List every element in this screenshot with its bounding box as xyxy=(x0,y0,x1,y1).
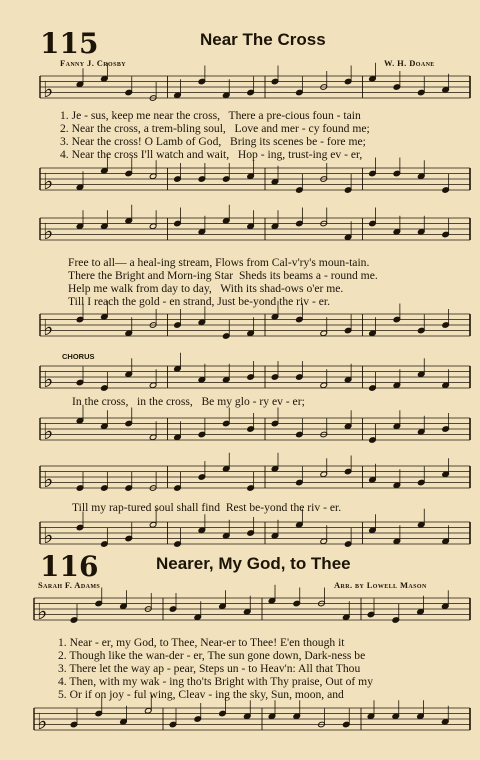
lyric-line: Help me walk from day to day, With its shad-ows o'er me. xyxy=(68,282,344,295)
lyricist-credit: Sarah F. Adams xyxy=(38,580,101,590)
svg-text:♭: ♭ xyxy=(43,78,54,103)
svg-text:♭: ♭ xyxy=(43,524,54,549)
lyric-line: 1. Near - er, my God, to Thee, Near-er to Thee! E'en though it xyxy=(58,636,345,649)
hymn-title: Near The Cross xyxy=(200,30,326,49)
lyric-line: 3. Near the cross! O Lamb of God, Bring its scenes be - fore me; xyxy=(60,135,366,148)
lyric-line: Till I reach the gold - en strand, Just be-yond the riv - er. xyxy=(68,295,330,308)
svg-text:♭: ♭ xyxy=(43,368,54,393)
chorus-label: CHORUS xyxy=(62,352,95,361)
lyric-line: 2. Though like the wan-der - er, The sun gone down, Dark-ness be xyxy=(58,649,366,662)
hymn-number: 116 xyxy=(40,550,99,583)
lyric-line: 4. Then, with my wak - ing tho'ts Bright with Thy praise, Out of my xyxy=(58,675,373,688)
lyric-line: 4. Near the cross I'll watch and wait, Hop - ing, trust-ing ev - er, xyxy=(60,148,363,161)
lyric-line: 5. Or if on joy - ful wing, Cleav - ing the sky, Sun, moon, and xyxy=(58,688,344,701)
composer-credit: W. H. Doane xyxy=(384,58,435,68)
hymn-number: 115 xyxy=(40,27,99,60)
svg-text:♭: ♭ xyxy=(37,600,48,625)
lyric-line: 2. Near the cross, a trem-bling soul, Love and mer - cy found me; xyxy=(60,122,370,135)
svg-text:♭: ♭ xyxy=(43,468,54,493)
chorus-lyric-line: In the cross, in the cross, Be my glo - ry ev - er; xyxy=(72,395,305,408)
composer-credit: Arr. by Lowell Mason xyxy=(334,580,427,590)
svg-text:♭: ♭ xyxy=(43,170,54,195)
hymn-title: Nearer, My God, to Thee xyxy=(156,554,351,573)
lyric-line: There the Bright and Morn-ing Star Sheds its beams a - round me. xyxy=(68,269,378,282)
lyricist-credit: Fanny J. Crosby xyxy=(60,58,126,68)
svg-text:♭: ♭ xyxy=(43,420,54,445)
svg-text:♭: ♭ xyxy=(37,710,48,735)
svg-text:♭: ♭ xyxy=(43,220,54,245)
svg-text:♭: ♭ xyxy=(43,316,54,341)
lyric-line: 3. There let the way ap - pear, Steps un - to Heav'n: All that Thou xyxy=(58,662,361,675)
chorus-lyric-line: Till my rap-tured soul shall find Rest be-yond the riv - er. xyxy=(72,501,342,514)
lyric-line: 1. Je - sus, keep me near the cross, There a pre-cious foun - tain xyxy=(60,109,361,122)
lyric-line: Free to all— a heal-ing stream, Flows from Cal-v'ry's moun-tain. xyxy=(68,256,370,269)
